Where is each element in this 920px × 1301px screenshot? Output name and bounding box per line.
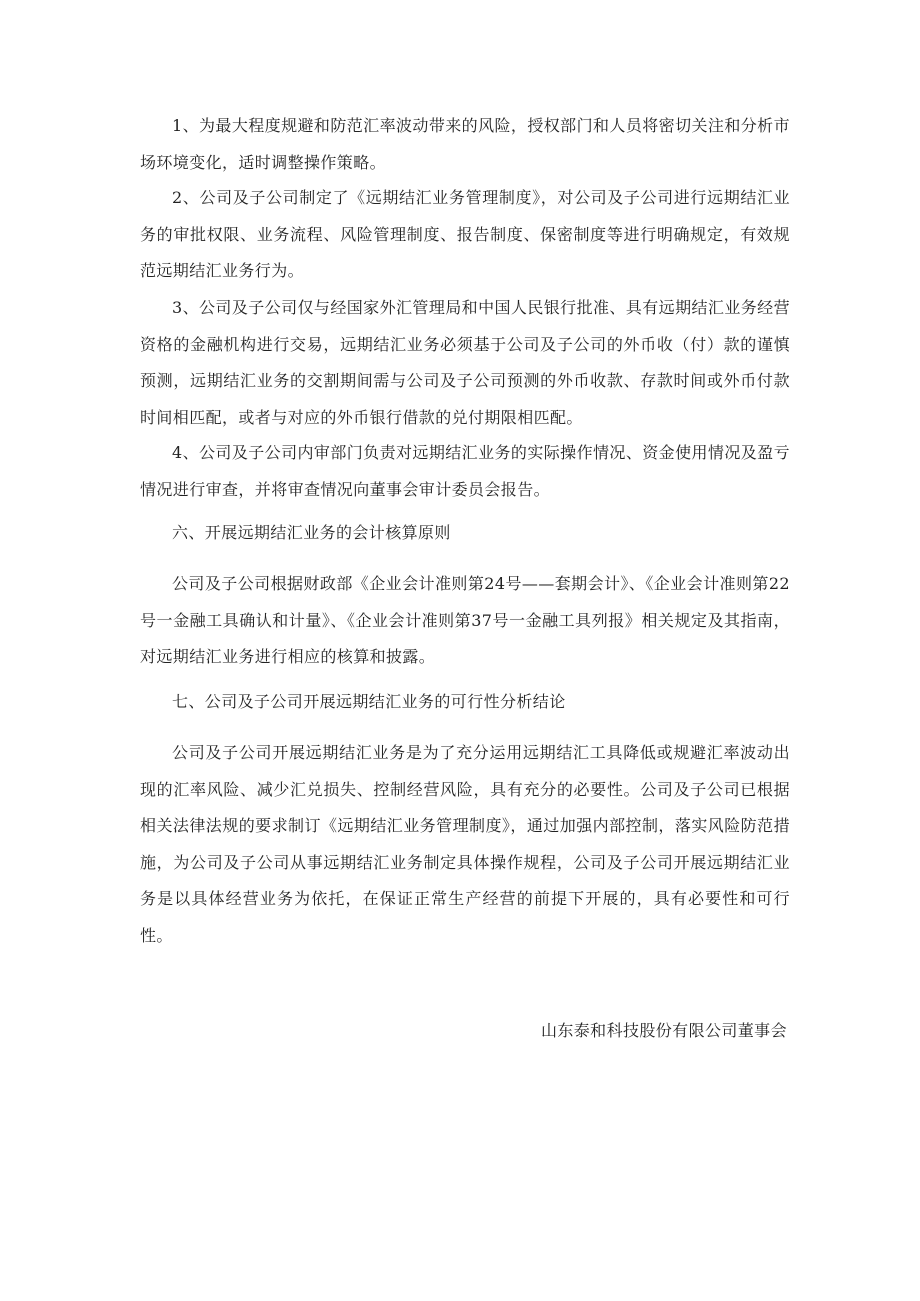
section-7-heading: 七、公司及子公司开展远期结汇业务的可行性分析结论 <box>172 692 566 711</box>
paragraph-item-1: 1、为最大程度规避和防范汇率波动带来的风险，授权部门和人员将密切关注和分析市场环境变化，适时调整操作策略。 <box>140 116 790 172</box>
paragraph-item-3: 3、公司及子公司仅与经国家外汇管理局和中国人民银行批准、具有远期结汇业务经营资格的金融机构进行交易，远期结汇业务必须基于公司及子公司的外币收（付）款的谨慎预测，远期结汇业务的交割期间需与公司及子公司预测的外币收款、存款时间或外币付款时间相匹配，或者与对应的外币银行借款的兑付期限相匹配。 <box>140 298 790 427</box>
section-6-heading: 六、开展远期结汇业务的会计核算原则 <box>172 523 451 542</box>
section-7-body: 公司及子公司开展远期结汇业务是为了充分运用远期结汇工具降低或规避汇率波动出现的汇率风险、减少汇兑损失、控制经营风险，具有充分的必要性。公司及子公司已根据相关法律法规的要求制订《远期结汇业务管理制度》，通过加强内部控制，落实风险防范措施，为公司及子公司从事远期结汇业务制定具体操作规程，公司及子公司开展远期结汇业务是以具体经营业务为依托，在保证正常生产经营的前提下开展的，具有必要性和可行性。 <box>140 743 790 945</box>
section-6-body: 公司及子公司根据财政部《企业会计准则第24号——套期会计》、《企业会计准则第22号一金融工具确认和计量》、《企业会计准则第37号一金融工具列报》相关规定及其指南，对远期结汇业务进行相应的核算和披露。 <box>140 574 790 666</box>
paragraph-item-4: 4、公司及子公司内审部门负责对远期结汇业务的实际操作情况、资金使用情况及盈亏情况进行审查，并将审查情况向董事会审计委员会报告。 <box>140 443 790 499</box>
paragraph-item-2: 2、公司及子公司制定了《远期结汇业务管理制度》，对公司及子公司进行远期结汇业务的审批权限、业务流程、风险管理制度、报告制度、保密制度等进行明确规定，有效规范远期结汇业务行为。 <box>140 188 790 280</box>
signature: 山东泰和科技股份有限公司董事会 <box>540 1021 787 1040</box>
